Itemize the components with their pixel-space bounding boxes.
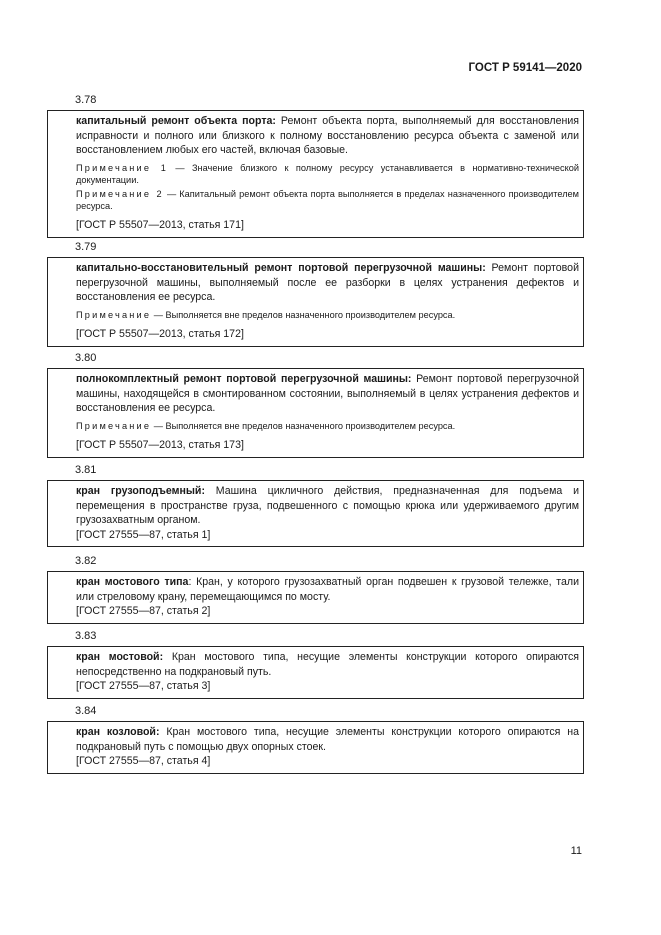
definition-text: [76, 484, 579, 528]
note-text: — Выполняется вне пределов назначенного производителем ресурса.: [151, 420, 456, 431]
term-entry-3-80: [47, 351, 584, 458]
term-name: капитальный ремонт объекта порта:: [76, 115, 276, 127]
term-name: кран козловой:: [76, 726, 160, 738]
term-definition: Ремонт портовой перегрузочной машины, выполняемый после ее разборки в целях устранения дефектов и восстановления ее ресурса.: [76, 262, 579, 304]
term-definition: : Кран, у которого грузозахватный орган подвешен к грузовой тележке, тали или стреловому крану, перемещающимся по мосту.: [76, 576, 579, 603]
definition-box: [47, 571, 584, 624]
note-text: — Выполняется вне пределов назначенного производителем ресурса.: [151, 309, 456, 320]
source-reference: [ГОСТ Р 55507—2013, статья 171]: [76, 219, 244, 232]
term-entry-3-83: [47, 629, 584, 699]
source-reference: [ГОСТ Р 55507—2013, статья 172]: [76, 328, 244, 341]
term-definition: Кран мостового типа, несущие элементы конструкции которого опираются непосредственно на подкрановый путь.: [76, 651, 579, 678]
term-entry-3-78: [47, 93, 584, 238]
definition-text: [76, 114, 579, 158]
definition-box: [47, 257, 584, 347]
term-entry-3-82: [47, 554, 584, 624]
definition-text: [76, 650, 579, 679]
note: [76, 420, 579, 432]
term-definition: Ремонт портовой перегрузочной машины, находящейся в смонтированном состоянии, выполняемый в целях устранения дефектов и восстановления ее ресурса.: [76, 373, 579, 415]
definition-box: [47, 721, 584, 774]
definition-text: [76, 575, 579, 604]
note-label: Примечание 2: [76, 188, 164, 199]
note-text: — Капитальный ремонт объекта порта выполняется в пределах назначенного производителем ресурса.: [76, 188, 579, 211]
term-name: кран мостовой:: [76, 651, 164, 663]
term-name: кран мостового типа: [76, 576, 189, 588]
source-reference: [ГОСТ Р 55507—2013, статья 173]: [76, 439, 244, 452]
entry-number: 3.79: [75, 241, 97, 253]
note: [76, 188, 579, 213]
definition-box: [47, 646, 584, 699]
definition-box: [47, 480, 584, 547]
term-name: кран грузоподъемный:: [76, 485, 205, 497]
note: [76, 162, 579, 187]
note-label: Примечание 1: [76, 162, 169, 173]
source-reference: [ГОСТ 27555—87, статья 2]: [76, 605, 211, 618]
term-entry-3-79: [47, 240, 584, 347]
term-definition: Машина цикличного действия, предназначенная для подъема и перемещения в пространстве груза, подвешенного с помощью крюка или удерживаемого другим грузозахватным органом.: [76, 485, 579, 527]
source-reference: [ГОСТ 27555—87, статья 3]: [76, 680, 211, 693]
entry-number: 3.84: [75, 705, 97, 717]
entry-number: 3.83: [75, 630, 97, 642]
standard-designation: ГОСТ Р 59141—2020: [468, 62, 582, 74]
definition-box: [47, 110, 584, 238]
note: [76, 309, 579, 321]
note-label: Примечание: [76, 420, 152, 431]
entry-number: 3.80: [75, 352, 97, 364]
term-name: капитально-восстановительный ремонт портовой перегрузочной машины:: [76, 262, 486, 274]
term-definition: Кран мостового типа, несущие элементы конструкции которого опираются на подкрановый путь с помощью двух опорных стоек.: [76, 726, 579, 753]
term-entry-3-81: [47, 463, 584, 547]
definition-text: [76, 261, 579, 305]
definition-text: [76, 372, 579, 416]
term-name: полнокомплектный ремонт портовой перегрузочной машины:: [76, 373, 412, 385]
source-reference: [ГОСТ 27555—87, статья 1]: [76, 528, 211, 541]
source-reference: [ГОСТ 27555—87, статья 4]: [76, 755, 211, 768]
note-text: — Значение близкого к полному ресурсу устанавливается в нормативно-технической документации.: [76, 162, 579, 186]
entry-number: 3.78: [75, 94, 97, 106]
page-number: 11: [570, 845, 582, 857]
term-entry-3-84: [47, 704, 584, 774]
term-definition: Ремонт объекта порта, выполняемый для восстановления исправности и полного или близкого к полному восстановлению ресурса объекта с заменой или восстановлением любых его частей, включая базовые.: [76, 115, 580, 157]
definition-box: [47, 368, 584, 458]
definition-text: [76, 725, 579, 754]
entry-number: 3.82: [75, 555, 97, 567]
note-label: Примечание: [76, 309, 152, 320]
entry-number: 3.81: [75, 464, 97, 476]
